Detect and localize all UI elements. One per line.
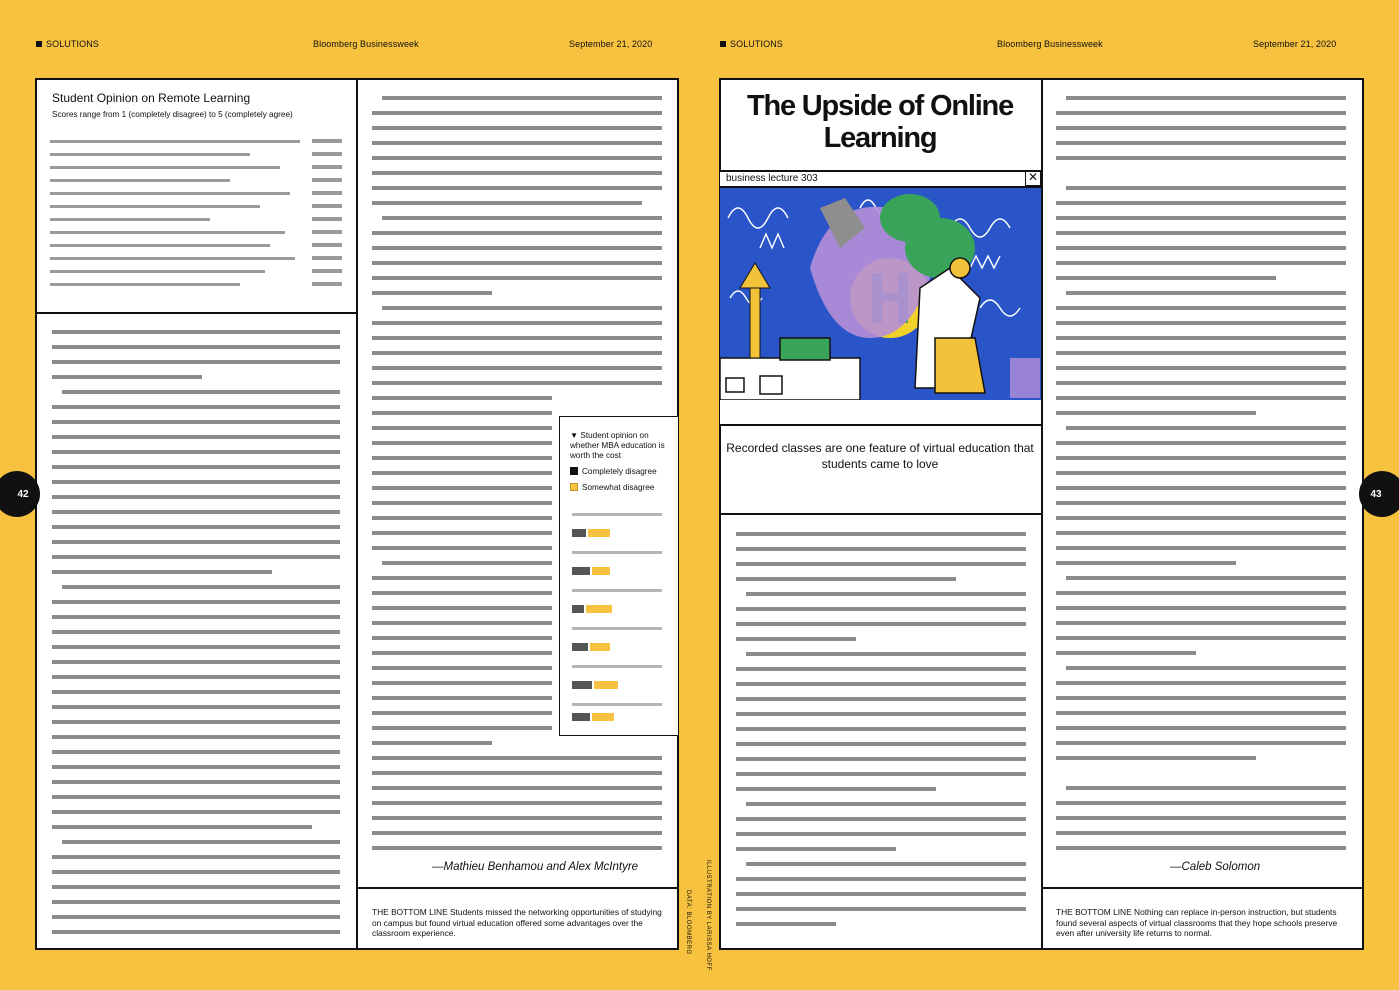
illustration-credit: ILLUSTRATION BY LARISSA HOFF (705, 860, 711, 971)
window-title: business lecture 303 (726, 173, 818, 184)
left-bottom-line: THE BOTTOM LINE Students missed the networking opportunities of studying on campus but found virtual education offered some advantages over the classroom experience. (372, 907, 662, 938)
black-swatch-icon (570, 467, 578, 475)
right-column-text-illegible (1056, 92, 1348, 860)
yellow-swatch-icon (570, 483, 578, 491)
right-section-label: SOLUTIONS (720, 39, 783, 49)
caption-divider (719, 513, 1042, 515)
legend-item-completely-disagree: Completely disagree (570, 467, 657, 476)
data-credit: DATA: BLOOMBERG (685, 890, 691, 955)
right-publication: Bloomberg Businessweek (997, 39, 1103, 49)
chart-title: Student Opinion on Remote Learning (52, 91, 251, 105)
close-icon[interactable]: ✕ (1025, 170, 1041, 186)
right-lower-column-text-illegible (736, 528, 1028, 933)
left-publication: Bloomberg Businessweek (313, 39, 419, 49)
window-titlebar (720, 172, 1041, 188)
left-page-number: 42 (0, 471, 40, 517)
chart-rows-illegible (50, 138, 346, 288)
left-date: September 21, 2020 (569, 39, 653, 49)
chart-divider (35, 312, 357, 314)
left-column-divider (356, 78, 358, 950)
legend-box (559, 416, 679, 736)
legend-item-somewhat-disagree: Somewhat disagree (570, 483, 654, 492)
headline: The Upside of Online Learning (746, 90, 1013, 154)
left-bottom-line-divider (356, 887, 679, 889)
lecture-illustration (720, 188, 1041, 400)
right-bottom-line: THE BOTTOM LINE Nothing can replace in-person instruction, but students found several aspects of virtual classrooms that they hope schools preserve even after university life returns to normal. (1056, 907, 1338, 938)
left-column-text-illegible (52, 326, 342, 938)
left-section-label: SOLUTIONS (36, 39, 99, 49)
right-date: September 21, 2020 (1253, 39, 1337, 49)
right-byline: —Caleb Solomon (1170, 861, 1261, 873)
left-byline: —Mathieu Benhamou and Alex McIntyre (432, 861, 639, 873)
chart-subtitle: Scores range from 1 (completely disagree) to 5 (completely agree) (52, 110, 293, 119)
legend-bars-illegible (570, 509, 670, 729)
illustration-window (720, 170, 1041, 426)
right-page-number: 43 (1359, 471, 1399, 517)
right-bottom-line-divider (1041, 887, 1364, 889)
legend-heading: ▼ Student opinion on whether MBA education is worth the cost (570, 431, 665, 460)
illustration-caption: Recorded classes are one feature of virtual education that students came to love (726, 441, 1034, 471)
